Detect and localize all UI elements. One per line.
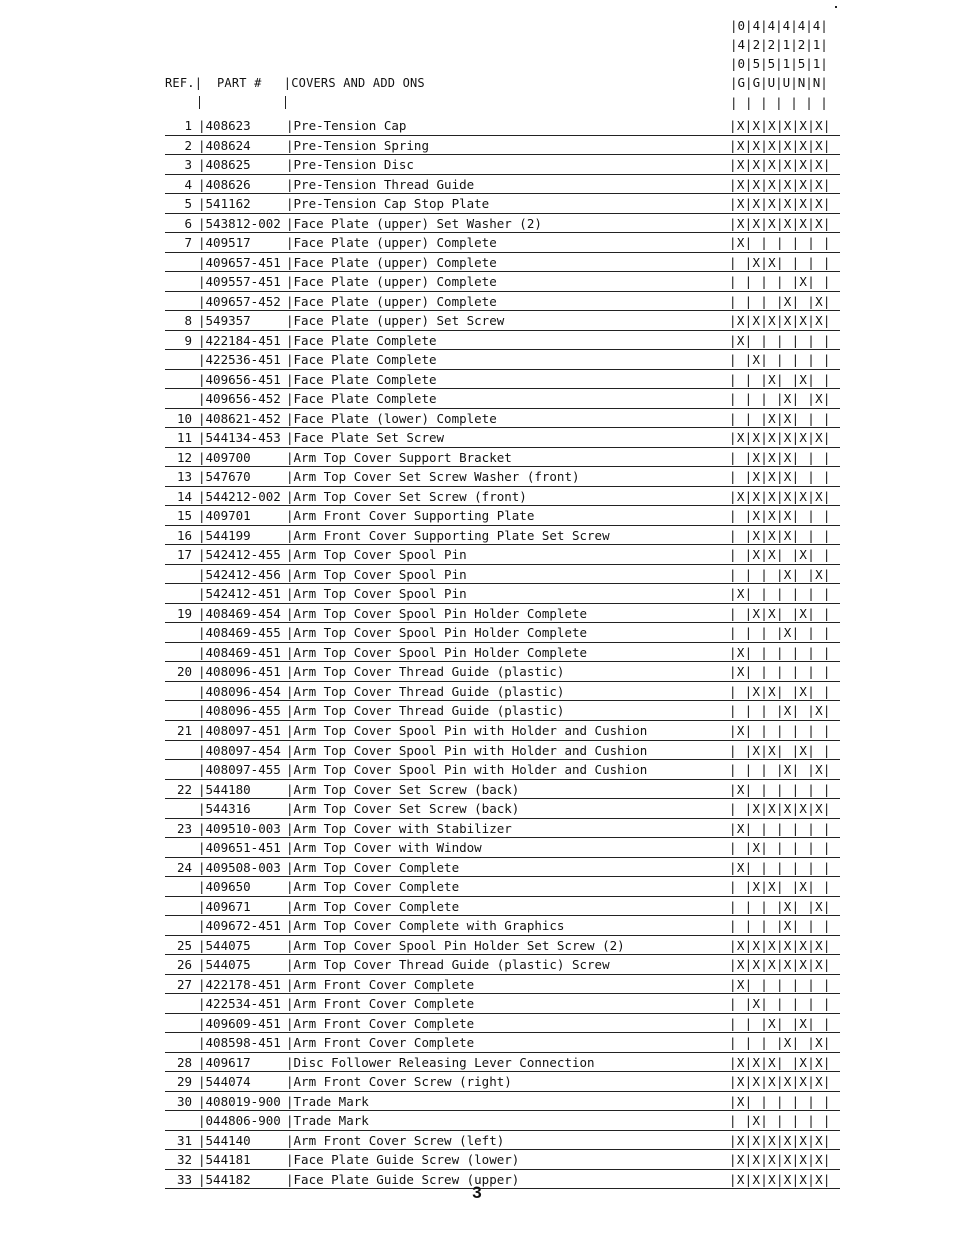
table-row — [165, 526, 840, 546]
table-row — [165, 936, 840, 956]
ref-cell: 2 — [184, 137, 192, 153]
model-marks-cell: |X| | | | | | — [729, 235, 831, 251]
part-number-cell: |542412-451 — [198, 586, 281, 602]
description-cell: |Pre-Tension Cap Stop Plate — [286, 196, 490, 212]
ref-cell: 27 — [176, 976, 192, 992]
model-marks-cell: |X|X|X|X|X|X| — [729, 215, 831, 231]
part-number-cell: |544199 — [198, 527, 251, 543]
description-cell: |Pre-Tension Cap — [286, 118, 407, 133]
table-row — [165, 819, 840, 839]
table-row — [165, 1111, 840, 1131]
part-number-cell: |544134-453 — [198, 430, 281, 446]
description-cell: |Arm Top Cover with Stabilizer — [286, 820, 512, 836]
ref-cell: 8 — [184, 313, 192, 329]
model-marks-cell: | |X| | | | | — [729, 996, 831, 1012]
table-row — [165, 1053, 840, 1073]
model-marks-cell: | | |X|X| | | — [729, 410, 831, 426]
model-marks-cell: | |X|X| |X| | — [729, 683, 831, 699]
part-number-cell: |542412-456 — [198, 566, 281, 582]
description-cell: |Arm Top Cover Spool Pin — [286, 547, 467, 563]
model-marks-cell: | | | |X| |X| — [729, 703, 831, 719]
ref-cell: 14 — [176, 488, 192, 504]
description-cell: |Trade Mark — [286, 1093, 369, 1109]
model-marks-cell: | |X|X| |X| | — [729, 742, 831, 758]
model-marks-cell: |X|X|X|X|X|X| — [729, 196, 831, 212]
part-number-cell: |408096-454 — [198, 683, 281, 699]
model-marks-cell: |X| | | | | | — [729, 722, 831, 738]
table-row — [165, 409, 840, 429]
part-number-cell: |544181 — [198, 1152, 251, 1168]
part-number-cell: |409517 — [198, 235, 251, 251]
model-marks-cell: |X|X|X|X|X|X| — [729, 1132, 831, 1148]
description-cell: |Arm Top Cover Complete — [286, 879, 460, 895]
description-cell: |Arm Front Cover Complete — [286, 976, 475, 992]
part-number-cell: |409617 — [198, 1054, 251, 1070]
part-number-cell: |409651-451 — [198, 840, 281, 856]
part-divider-tick — [285, 96, 286, 109]
description-cell: |Arm Top Cover Complete — [286, 859, 460, 875]
table-row — [165, 292, 840, 312]
description-cell: |Arm Top Cover Spool Pin with Holder and Cushion — [286, 742, 648, 758]
table-row — [165, 1014, 840, 1034]
table-row — [165, 331, 840, 351]
part-number-cell: |408625 — [198, 157, 251, 173]
part-number-cell: |408469-455 — [198, 625, 281, 641]
model-marks-cell: |X| | | | | | — [729, 1093, 831, 1109]
table-row — [165, 565, 840, 585]
part-number-cell: |408097-451 — [198, 722, 281, 738]
model-marks-cell: | |X|X|X| | | — [729, 527, 831, 543]
description-cell: |Face Plate Guide Screw (upper) — [286, 1171, 520, 1187]
part-number-cell: |542412-455 — [198, 547, 281, 563]
model-marks-cell: | |X|X| | | | — [729, 254, 831, 270]
model-marks-cell: | | | |X| |X| — [729, 1035, 831, 1051]
table-row — [165, 1033, 840, 1053]
description-cell: |Face Plate (upper) Complete — [286, 293, 497, 309]
model-marks-cell: |X|X|X|X|X|X| — [729, 137, 831, 153]
table-row — [165, 623, 840, 643]
table-row — [165, 643, 840, 663]
part-number-cell: |409700 — [198, 449, 251, 465]
model-code-row-1: |0|4|4|4|4|4| — [730, 18, 828, 33]
model-marks-cell: |X| | | | | | — [729, 586, 831, 602]
description-cell: |Arm Top Cover with Window — [286, 840, 482, 856]
ref-cell: 32 — [176, 1152, 192, 1168]
ref-cell: 21 — [176, 722, 192, 738]
table-row — [165, 916, 840, 936]
table-row — [165, 214, 840, 234]
ref-cell: 24 — [176, 859, 192, 875]
part-number-cell: |408624 — [198, 137, 251, 153]
description-cell: |Arm Top Cover Thread Guide (plastic) — [286, 664, 565, 680]
part-number-cell: |408097-455 — [198, 762, 281, 778]
model-marks-cell: |X|X|X|X|X|X| — [729, 1171, 831, 1187]
description-cell: |Pre-Tension Thread Guide — [286, 176, 475, 192]
model-marks-cell: |X|X|X|X|X|X| — [729, 118, 831, 133]
ref-cell: 5 — [184, 196, 192, 212]
part-number-cell: |408623 — [198, 118, 251, 133]
part-number-cell: |409672-451 — [198, 918, 281, 934]
table-row — [165, 760, 840, 780]
ref-cell: 11 — [176, 430, 192, 446]
table-row — [165, 253, 840, 273]
table-row — [165, 799, 840, 819]
description-cell: |Pre-Tension Disc — [286, 157, 414, 173]
model-marks-cell: | |X|X|X|X|X| — [729, 801, 831, 817]
ref-cell: 30 — [176, 1093, 192, 1109]
description-cell: |Face Plate (upper) Set Washer (2) — [286, 215, 542, 231]
part-number-cell: |408621-452 — [198, 410, 281, 426]
ref-cell: 13 — [176, 469, 192, 485]
description-cell: |Trade Mark — [286, 1113, 369, 1129]
table-row — [165, 858, 840, 878]
description-cell: |Arm Front Cover Complete — [286, 996, 475, 1012]
model-marks-cell: | | | |X| |X| — [729, 391, 831, 407]
part-number-cell: |409657-451 — [198, 254, 281, 270]
ref-cell: 23 — [176, 820, 192, 836]
description-cell: |Face Plate Complete — [286, 391, 437, 407]
description-cell: |Pre-Tension Spring — [286, 137, 429, 153]
model-marks-cell: |X| | | | | | — [729, 859, 831, 875]
model-marks-cell: |X|X|X|X|X|X| — [729, 488, 831, 504]
ref-cell: 4 — [184, 176, 192, 192]
ref-cell: 17 — [176, 547, 192, 563]
part-number-cell: |409609-451 — [198, 1015, 281, 1031]
ref-cell: 22 — [176, 781, 192, 797]
part-number-cell: |544074 — [198, 1074, 251, 1090]
part-number-cell: |409656-452 — [198, 391, 281, 407]
table-row — [165, 448, 840, 468]
table-row — [165, 701, 840, 721]
table-row — [165, 467, 840, 487]
model-code-row-3: |0|5|5|1|5|1| — [730, 56, 828, 71]
table-row — [165, 662, 840, 682]
table-row — [165, 1092, 840, 1112]
part-number-cell: |409508-003 — [198, 859, 281, 875]
model-marks-cell: | | |X| |X| | — [729, 371, 831, 387]
table-row — [165, 506, 840, 526]
description-cell: |Face Plate Complete — [286, 352, 437, 368]
part-number-cell: |409510-003 — [198, 820, 281, 836]
table-row — [165, 1150, 840, 1170]
part-number-cell: |409671 — [198, 898, 251, 914]
table-row — [165, 584, 840, 604]
model-marks-cell: |X|X|X|X|X|X| — [729, 313, 831, 329]
description-cell: |Arm Top Cover Complete — [286, 898, 460, 914]
part-number-cell: |422536-451 — [198, 352, 281, 368]
model-marks-cell: |X|X|X|X|X|X| — [729, 1152, 831, 1168]
ref-cell: 16 — [176, 527, 192, 543]
table-row — [165, 741, 840, 761]
description-cell: |Disc Follower Releasing Lever Connection — [286, 1054, 595, 1070]
model-marks-cell: |X|X|X|X|X|X| — [729, 430, 831, 446]
table-row — [165, 350, 840, 370]
table-row — [165, 272, 840, 292]
ref-cell: 15 — [176, 508, 192, 524]
description-cell: |Arm Top Cover Set Screw (front) — [286, 488, 527, 504]
part-number-cell: |409557-451 — [198, 274, 281, 290]
model-marks-cell: | | | |X| | | — [729, 625, 831, 641]
description-cell: |Face Plate (lower) Complete — [286, 410, 497, 426]
part-number-cell: |409650 — [198, 879, 251, 895]
part-number-cell: |544140 — [198, 1132, 251, 1148]
header-separator — [165, 96, 839, 114]
part-number-cell: |541162 — [198, 196, 251, 212]
model-marks-cell: | | | |X| |X| — [729, 566, 831, 582]
part-number-cell: |408598-451 — [198, 1035, 281, 1051]
model-marks-cell: |X|X|X| |X|X| — [729, 1054, 831, 1070]
description-cell: |Arm Top Cover Set Screw Washer (front) — [286, 469, 580, 485]
part-number-cell: |544180 — [198, 781, 251, 797]
model-marks-cell: |X|X|X|X|X|X| — [729, 176, 831, 192]
table-row — [165, 136, 840, 156]
part-number-cell: |422534-451 — [198, 996, 281, 1012]
ref-cell: 33 — [176, 1171, 192, 1187]
model-marks-cell: |X| | | | | | — [729, 976, 831, 992]
description-cell: |Face Plate Set Screw — [286, 430, 445, 446]
description-cell: |Arm Front Cover Supporting Plate Set Screw — [286, 527, 610, 543]
table-row — [165, 897, 840, 917]
description-cell: |Arm Top Cover Thread Guide (plastic) — [286, 683, 565, 699]
corner-dot — [835, 6, 837, 8]
table-row — [165, 604, 840, 624]
part-number-cell: |408096-455 — [198, 703, 281, 719]
part-number-cell: |544075 — [198, 937, 251, 953]
table-row — [165, 721, 840, 741]
part-number-cell: |408019-900 — [198, 1093, 281, 1109]
description-cell: |Arm Front Cover Screw (right) — [286, 1074, 512, 1090]
part-number-cell: |409701 — [198, 508, 251, 524]
description-cell: |Arm Top Cover Spool Pin Holder Complete — [286, 644, 588, 660]
part-number-cell: |422178-451 — [198, 976, 281, 992]
ref-cell: 25 — [176, 937, 192, 953]
page-number: 3 — [472, 1183, 482, 1202]
table-row — [165, 389, 840, 409]
model-marks-cell: | | |X| |X| | — [729, 1015, 831, 1031]
table-row — [165, 155, 840, 175]
ref-cell: 6 — [184, 215, 192, 231]
model-marks-cell: | | | |X| |X| — [729, 762, 831, 778]
description-cell: |Arm Top Cover Spool Pin — [286, 566, 467, 582]
part-number-cell: |544316 — [198, 801, 251, 817]
description-cell: |Face Plate Complete — [286, 371, 437, 387]
table-row — [165, 780, 840, 800]
part-number-cell: |547670 — [198, 469, 251, 485]
table-row — [165, 682, 840, 702]
model-marks-cell: | |X|X| |X| | — [729, 879, 831, 895]
table-row — [165, 428, 840, 448]
description-cell: |Arm Front Cover Complete — [286, 1015, 475, 1031]
part-number-cell: |408469-451 — [198, 644, 281, 660]
model-marks-cell: |X|X|X|X|X|X| — [729, 957, 831, 973]
ref-divider-tick — [199, 96, 200, 109]
model-marks-cell: | | | |X| |X| — [729, 898, 831, 914]
description-cell: |Arm Front Cover Supporting Plate — [286, 508, 535, 524]
table-row — [165, 194, 840, 214]
description-cell: |Arm Top Cover Spool Pin Holder Complete — [286, 625, 588, 641]
part-number-cell: |408626 — [198, 176, 251, 192]
description-cell: |Face Plate (upper) Complete — [286, 235, 497, 251]
model-marks-cell: | |X|X|X| | | — [729, 469, 831, 485]
table-row — [165, 487, 840, 507]
ref-cell: 3 — [184, 157, 192, 173]
description-cell: |Arm Top Cover Complete with Graphics — [286, 918, 565, 934]
ref-cell: 12 — [176, 449, 192, 465]
part-number-cell: |409656-451 — [198, 371, 281, 387]
description-cell: |Face Plate Guide Screw (lower) — [286, 1152, 520, 1168]
table-row — [165, 994, 840, 1014]
part-number-cell: |543812-002 — [198, 215, 281, 231]
description-cell: |Arm Top Cover Set Screw (back) — [286, 801, 520, 817]
part-number-cell: |409657-452 — [198, 293, 281, 309]
model-marks-cell: |X| | | | | | — [729, 820, 831, 836]
model-marks-cell: |X|X|X|X|X|X| — [729, 937, 831, 953]
ref-cell: 26 — [176, 957, 192, 973]
description-cell: |Arm Top Cover Set Screw (back) — [286, 781, 520, 797]
table-row — [165, 545, 840, 565]
description-cell: |Arm Top Cover Spool Pin — [286, 586, 467, 602]
description-cell: |Arm Top Cover Spool Pin with Holder and Cushion — [286, 722, 648, 738]
table-row — [165, 975, 840, 995]
description-cell: |Arm Top Cover Thread Guide (plastic) Screw — [286, 957, 610, 973]
description-cell: |Arm Front Cover Screw (left) — [286, 1132, 505, 1148]
model-marks-cell: | |X| | | | | — [729, 1113, 831, 1129]
ref-cell: 9 — [184, 332, 192, 348]
ref-cell: 28 — [176, 1054, 192, 1070]
part-number-cell: |549357 — [198, 313, 251, 329]
part-number-cell: |422184-451 — [198, 332, 281, 348]
model-marks-cell: |X| | | | | | — [729, 332, 831, 348]
ref-cell: 10 — [176, 410, 192, 426]
model-marks-cell: |X|X|X|X|X|X| — [729, 157, 831, 173]
model-marks-cell: | | | | |X| | — [729, 274, 831, 290]
table-row — [165, 311, 840, 331]
description-cell: |Face Plate Complete — [286, 332, 437, 348]
part-number-cell: |544212-002 — [198, 488, 281, 504]
model-marks-cell: |X| | | | | | — [729, 664, 831, 680]
description-cell: |Arm Top Cover Support Bracket — [286, 449, 512, 465]
ref-cell: 7 — [184, 235, 192, 251]
part-number-cell: |408469-454 — [198, 605, 281, 621]
table-row — [165, 116, 840, 136]
table-row — [165, 877, 840, 897]
model-marks-cell: |X| | | | | | — [729, 781, 831, 797]
description-cell: |Face Plate (upper) Complete — [286, 274, 497, 290]
description-cell: |Face Plate (upper) Set Screw — [286, 313, 505, 329]
model-marks-cell: | |X|X|X| | | — [729, 449, 831, 465]
part-number-cell: |408096-451 — [198, 664, 281, 680]
model-marks-cell: |X| | | | | | — [729, 644, 831, 660]
table-row — [165, 1072, 840, 1092]
model-marks-cell: | |X|X|X| | | — [729, 508, 831, 524]
table-row — [165, 370, 840, 390]
ref-cell: 20 — [176, 664, 192, 680]
model-marks-cell: | |X|X| |X| | — [729, 547, 831, 563]
table-row — [165, 175, 840, 195]
table-row — [165, 1131, 840, 1151]
table-row — [165, 838, 840, 858]
table-row — [165, 233, 840, 253]
model-marks-cell: | |X| | | | | — [729, 840, 831, 856]
description-cell: |Arm Top Cover Spool Pin Holder Complete — [286, 605, 588, 621]
column-header: REF.| PART # |COVERS AND ADD ONS — [165, 76, 425, 90]
description-cell: |Arm Top Cover Thread Guide (plastic) — [286, 703, 565, 719]
part-number-cell: |408097-454 — [198, 742, 281, 758]
ref-cell: 19 — [176, 605, 192, 621]
ref-cell: 31 — [176, 1132, 192, 1148]
part-number-cell: |044806-900 — [198, 1113, 281, 1129]
model-marks-cell: | | | |X| |X| — [729, 293, 831, 309]
model-code-row-2: |4|2|2|1|2|1| — [730, 37, 828, 52]
blank-marks-row: | | | | | | | — [730, 95, 828, 110]
model-marks-cell: |X|X|X|X|X|X| — [729, 1074, 831, 1090]
description-cell: |Arm Top Cover Spool Pin with Holder and Cushion — [286, 762, 648, 778]
ref-cell: 1 — [184, 118, 192, 133]
model-marks-cell: | | | |X| | | — [729, 918, 831, 934]
table-row — [165, 955, 840, 975]
description-cell: |Face Plate (upper) Complete — [286, 254, 497, 270]
parts-table — [165, 116, 840, 1189]
part-number-cell: |544075 — [198, 957, 251, 973]
model-marks-cell: | |X| | | | | — [729, 352, 831, 368]
ref-cell: 29 — [176, 1074, 192, 1090]
model-marks-cell: | |X|X| |X| | — [729, 605, 831, 621]
part-number-cell: |544182 — [198, 1171, 251, 1187]
model-code-row-4: |G|G|U|U|N|N| — [730, 75, 828, 90]
description-cell: |Arm Front Cover Complete — [286, 1035, 475, 1051]
description-cell: |Arm Top Cover Spool Pin Holder Set Screw (2) — [286, 937, 625, 953]
